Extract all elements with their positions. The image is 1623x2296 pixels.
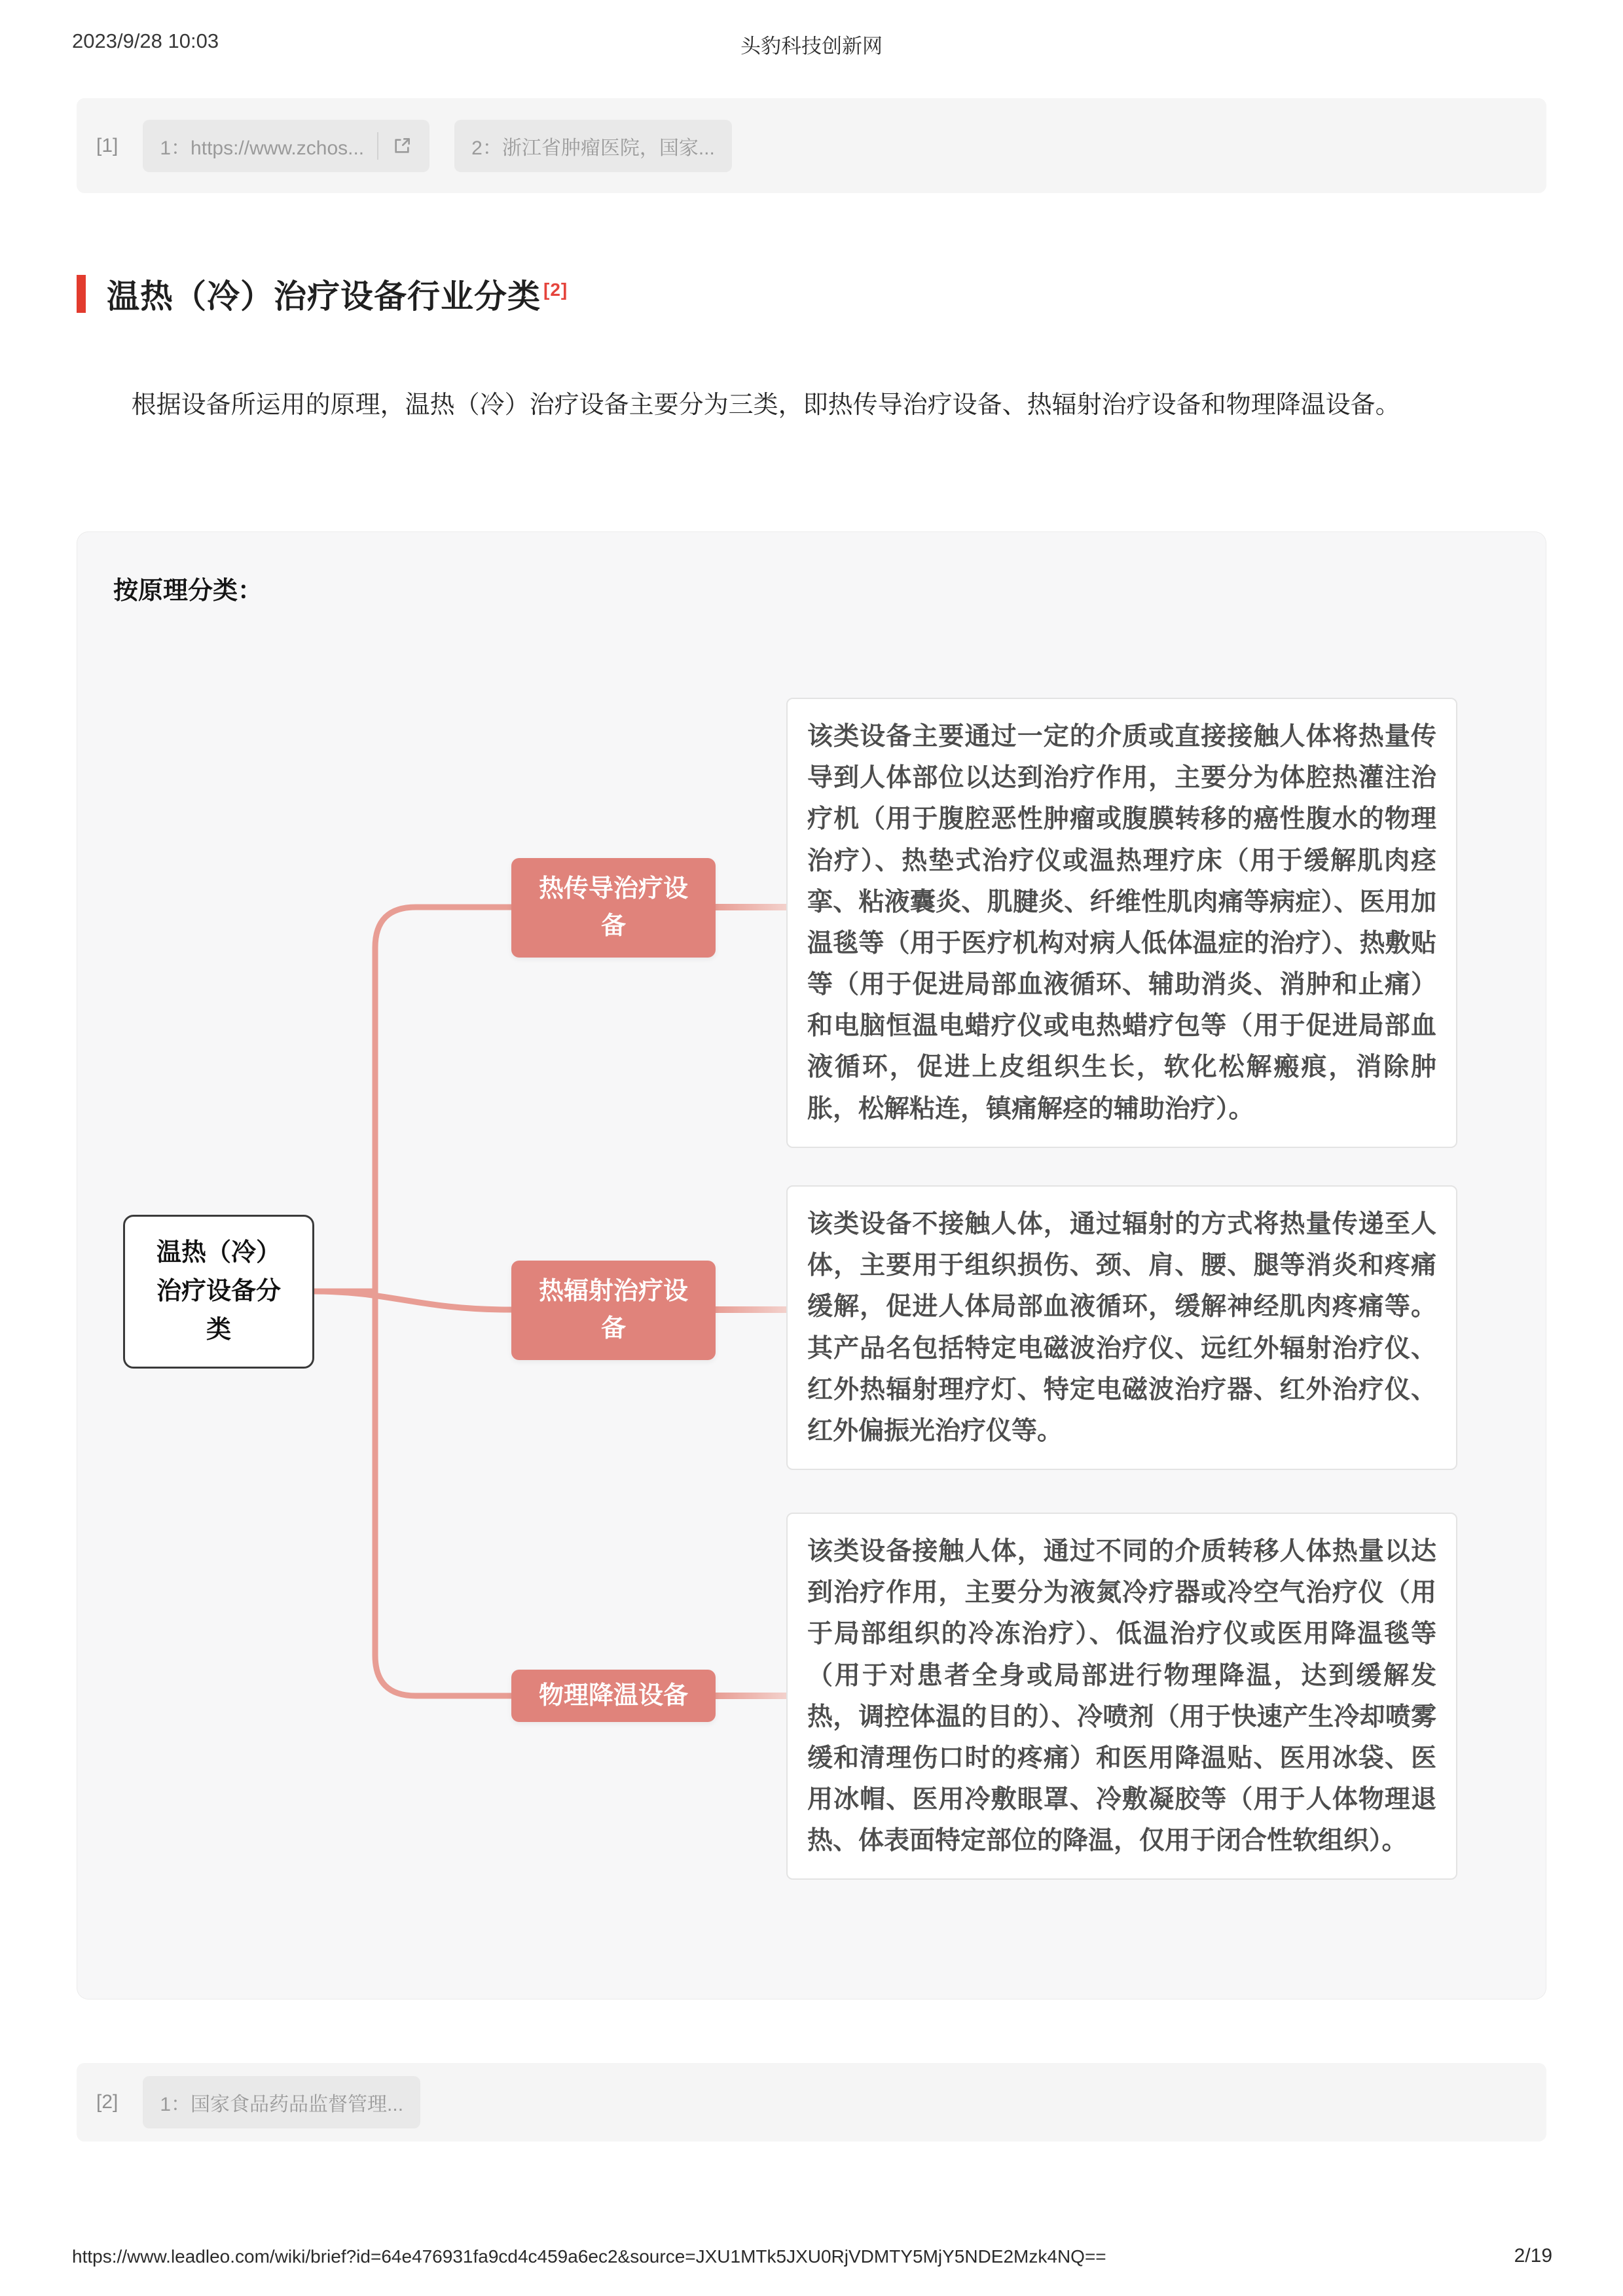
branch-description-heat-radiation: 该类设备不接触人体，通过辐射的方式将热量传递至人体，主要用于组织损伤、颈、肩、腰、腿等消炎和疼痛缓解，促进人体局部血液循环，缓解神经肌肉疼痛等。其产品名包括特定电磁波治疗仪、远红外辐射治疗仪、红外热辐射理疗灯、特定电磁波治疗器、红外治疗仪、红外偏振光治疗仪等。 — [786, 1185, 1457, 1470]
diagram-root-node: 温热（冷）治疗设备分类 — [123, 1215, 314, 1369]
branch-description-heat-conduction: 该类设备主要通过一定的介质或直接接触人体将热量传导到人体部位以达到治疗作用，主要分为体腔热灌注治疗机（用于腹腔恶性肿瘤或腹膜转移的癌性腹水的物理治疗）、热垫式治疗仪或温热理疗床（用于缓解肌肉痉挛、粘液囊炎、肌腱炎、纤维性肌肉痛等病症）、医用加温毯等（用于医疗机构对病人低体温症的治疗）、热敷贴等（用于促进局部血液循环、辅助消炎、消肿和止痛）和电脑恒温电蜡疗仪或电热蜡疗包等（用于促进局部血液循环，促进上皮组织生长，软化松解瘢痕，消除肿胀，松解粘连，镇痛解痉的辅助治疗）。 — [786, 698, 1457, 1148]
page-number: 2/19 — [1514, 2245, 1552, 2267]
title-reference-sup[interactable]: [2] — [543, 279, 568, 300]
print-datetime: 2023/9/28 10:03 — [72, 29, 219, 52]
citation-ref-text: 1：https://www.zchos... — [160, 137, 365, 159]
citation-ref-text: 2：浙江省肿瘤医院，国家... — [471, 137, 715, 159]
site-title: 头豹科技创新网 — [740, 35, 883, 58]
branch-description-physical-cooling: 该类设备接触人体，通过不同的介质转移人体热量以达到治疗作用，主要分为液氮冷疗器或冷空气治疗仪（用于局部组织的冷冻治疗）、低温治疗仪或医用降温毯等（用于对患者全身或局部进行物理降温，达到缓解发热，调控体温的目的）、冷喷剂（用于快速产生冷却喷雾缓和清理伤口时的疼痛）和医用降温贴、医用冰袋、医用冰帽、医用冷敷眼罩、冷敷凝胶等（用于人体物理退热、体表面特定部位的降温，仅用于闭合性软组织）。 — [786, 1513, 1457, 1880]
citation-ref-link[interactable] — [143, 2076, 420, 2128]
citation-box-top — [77, 98, 1546, 193]
page-title-text: 温热（冷）治疗设备行业分类 — [107, 278, 541, 315]
page-title — [107, 270, 568, 317]
citation-index-label: [2] — [96, 2091, 119, 2113]
citation-ref-text: 1：国家食品药品监督管理... — [160, 2094, 404, 2115]
citation-index-label: [1] — [96, 134, 119, 156]
print-source-url: https://www.leadleo.com/wiki/brief?id=64e476931fa9cd4c459a6ec2&source=JXU1MTk5JXU0RjVDMTY5MjY5NDE2Mzk4NQ== — [72, 2246, 1106, 2267]
diagram-caption: 按原理分类： — [113, 577, 263, 605]
intro-paragraph: 根据设备所运用的原理，温热（冷）治疗设备主要分为三类，即热传导治疗设备、热辐射治疗设备和物理降温设备。 — [131, 391, 1400, 419]
chip-divider — [377, 132, 378, 160]
branch-node-heat-conduction: 热传导治疗设备 — [511, 858, 716, 958]
citation-ref-link[interactable] — [454, 120, 732, 172]
citation-ref-link[interactable] — [143, 120, 429, 172]
classification-diagram-panel — [77, 531, 1546, 2000]
section-title-row — [77, 270, 568, 317]
citation-box-bottom — [77, 2063, 1546, 2142]
external-link-icon[interactable] — [392, 135, 412, 156]
branch-node-physical-cooling: 物理降温设备 — [511, 1670, 716, 1722]
branch-node-heat-radiation: 热辐射治疗设备 — [511, 1261, 716, 1360]
title-accent-bar — [77, 275, 86, 313]
